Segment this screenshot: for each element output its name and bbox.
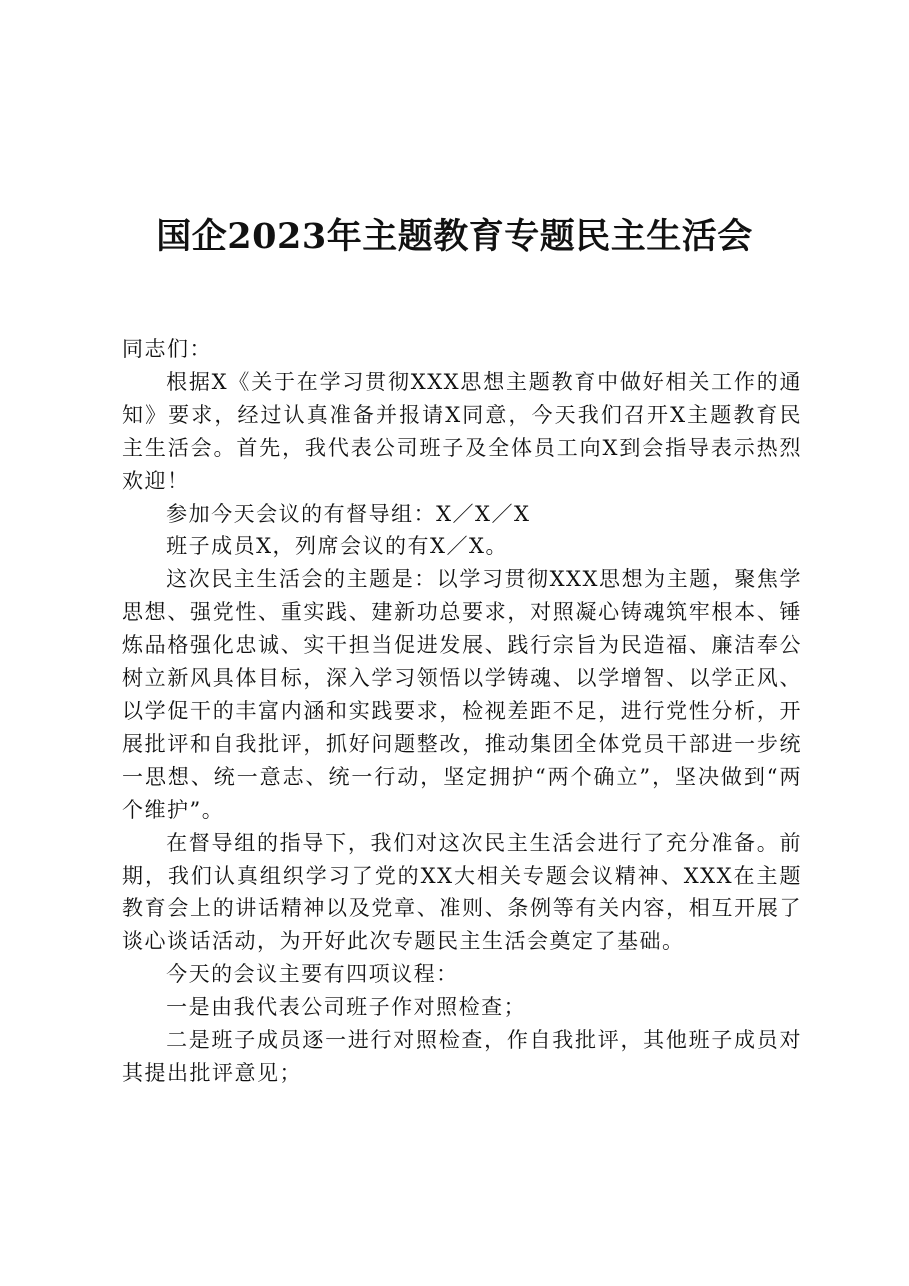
paragraph-theme: 这次民主生活会的主题是：以学习贯彻XXX思想为主题，聚焦学思想、强党性、重实践、建新功总要求，对照凝心铸魂筑牢根本、锤炼品格强化忠诚、实干担当促进发展、践行宗旨为民造福、廉洁奉公树立新风具体目标，深入学习领悟以学铸魂、以学增智、以学正风、以学促干的丰富内涵和实践要求，检视差距不足，进行党性分析，开展批评和自我批评，抓好问题整改，推动集团全体党员干部进一步统一思想、统一意志、统一行动，坚定拥护“两个确立”，坚决做到“两个维护”。 bbox=[122, 567, 802, 822]
paragraph-attendees-supervision: 参加今天会议的有督导组：X／X／X bbox=[166, 501, 531, 526]
paragraph-agenda-item-1: 一是由我代表公司班子作对照检查； bbox=[166, 995, 527, 1020]
paragraph-agenda-intro: 今天的会议主要有四项议程： bbox=[166, 962, 459, 987]
document-body bbox=[122, 333, 802, 1090]
salutation: 同志们： bbox=[122, 337, 212, 361]
paragraph-preparation: 在督导组的指导下，我们对这次民主生活会进行了充分准备。前期，我们认真组织学习了党的XX大相关专题会议精神、XXX在主题教育会上的讲话精神以及党章、准则、条例等有关内容，相互开展了谈心谈话活动，为开好此次专题民主生活会奠定了基础。 bbox=[122, 830, 802, 954]
paragraph-attendees-members: 班子成员X，列席会议的有X／X。 bbox=[166, 534, 508, 559]
paragraph-agenda-item-2: 二是班子成员逐一进行对照检查，作自我批评，其他班子成员对其提出批评意见； bbox=[122, 1028, 802, 1085]
document-title: 国企2023年主题教育专题民主生活会 bbox=[156, 216, 753, 257]
paragraph-intro: 根据X《关于在学习贯彻XXX思想主题教育中做好相关工作的通知》要求，经过认真准备并报请X同意，今天我们召开X主题教育民主生活会。首先，我代表公司班子及全体员工向X到会指导表示热烈欢迎！ bbox=[122, 369, 802, 493]
